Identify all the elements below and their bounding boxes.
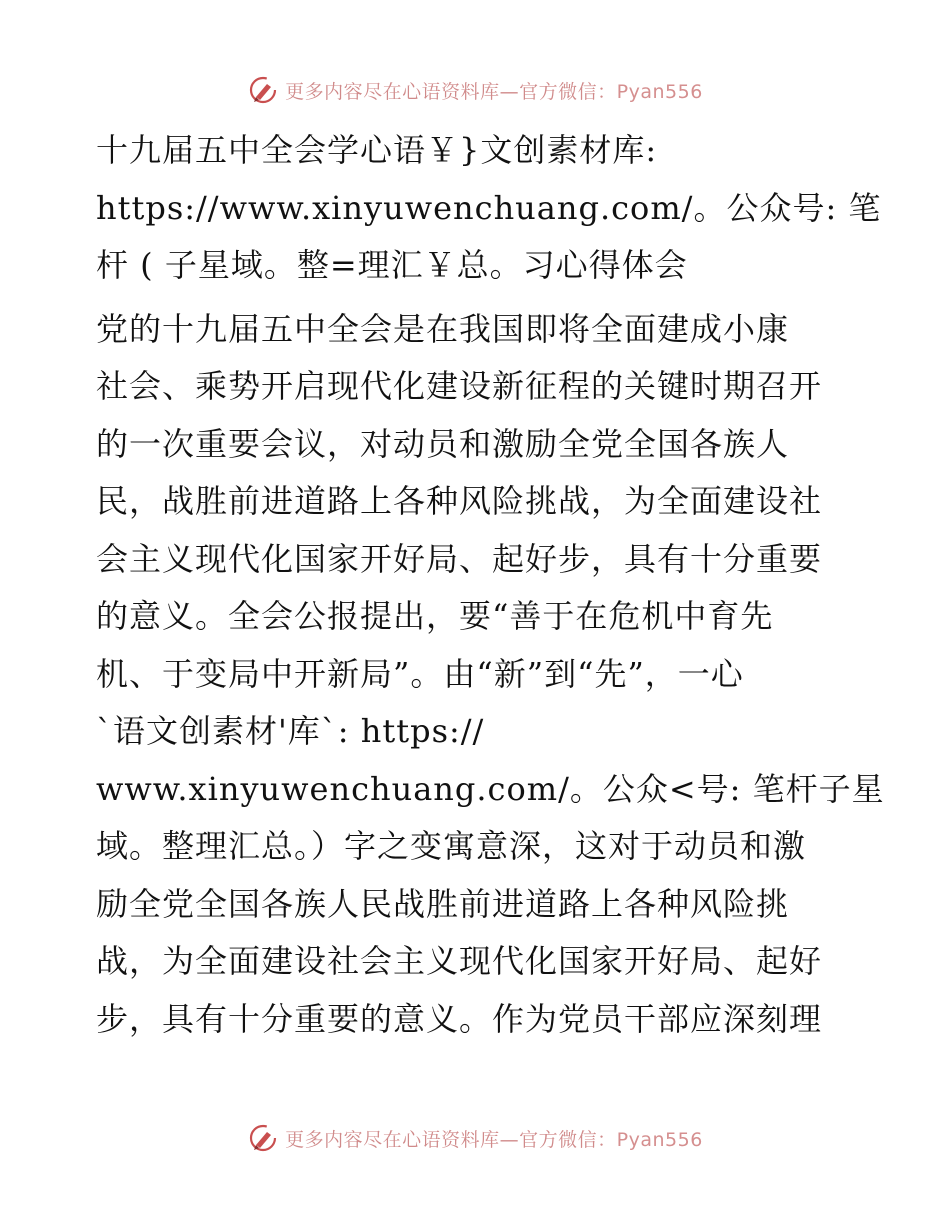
text-line: https://www.xinyuwenchuang.com/。公众号: 笔: [96, 188, 882, 227]
text-line: 战，为全面建设社会主义现代化国家开好局、起好: [96, 942, 823, 980]
text-line: 社会、乘势开启现代化建设新征程的关键时期召开: [96, 367, 823, 405]
document-body: [96, 122, 885, 1048]
text-line: 会主义现代化国家开好局、起好步，具有十分重要: [96, 539, 823, 578]
header-watermark-banner: [0, 70, 950, 110]
text-line: `语文创素材'库`: https://: [96, 712, 485, 750]
text-line: 域。整理汇总。）字之变寓意深，这对于动员和激: [96, 827, 807, 865]
footer-watermark-banner: [0, 1118, 950, 1158]
text-line: 的意义。全会公报提出，要“善于在危机中育先: [96, 597, 774, 635]
text-line: 杆 ( 子星域。整=理汇￥总。习心得体会: [96, 246, 688, 284]
footer-wechat-id: Pyan556: [616, 1128, 703, 1151]
pen-logo-icon: [247, 1122, 279, 1154]
text-line: 党的十九届五中全会是在我国即将全面建成小康: [96, 309, 790, 348]
text-line: 机、于变局中开新局”。由“新”到“先”，一心: [96, 654, 744, 693]
text-line: 民，战胜前进道路上各种风险挑战，为全面建设社: [96, 482, 823, 520]
text-line: 十九届五中全会学心语￥}文创素材库:: [96, 131, 658, 169]
paragraph-body: [96, 301, 885, 1049]
text-line: 步，具有十分重要的意义。作为党员干部应深刻理: [96, 999, 823, 1038]
paragraph-title: [96, 122, 882, 295]
text-line: www.xinyuwenchuang.com/。公众<号: 笔杆子星: [96, 769, 885, 808]
header-banner-text: 更多内容尽在心语资料库—官方微信：Pyan556: [285, 80, 703, 103]
footer-banner-text: 更多内容尽在心语资料库—官方微信：Pyan556: [285, 1128, 703, 1151]
text-line: 励全党全国各族人民战胜前进道路上各种风险挑: [96, 884, 790, 923]
text-line: 的一次重要会议，对动员和激励全党全国各族人: [96, 424, 790, 463]
header-wechat-id: Pyan556: [616, 80, 703, 103]
pen-logo-icon: [247, 74, 279, 106]
